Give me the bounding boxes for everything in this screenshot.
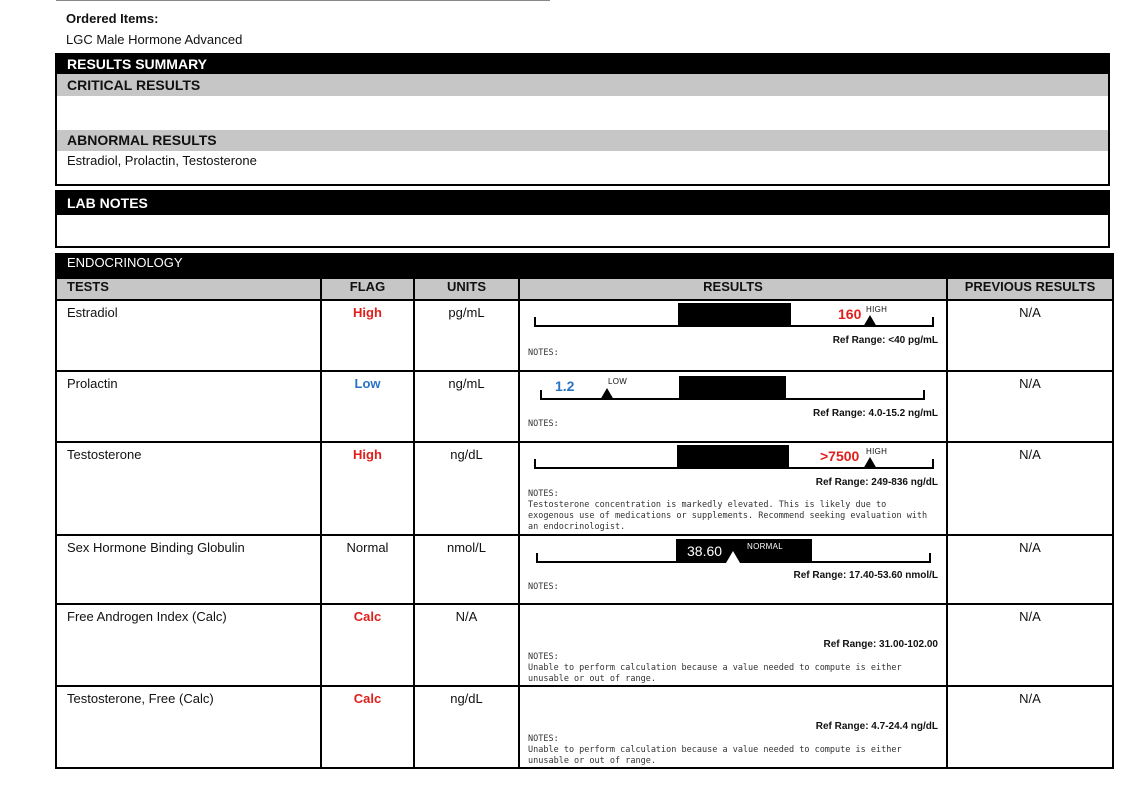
- abnormal-results-value: Estradiol, Prolactin, Testosterone: [67, 153, 257, 168]
- table-row: [56, 535, 1113, 604]
- reference-range-bar: [679, 376, 786, 400]
- result-cell: [519, 442, 947, 535]
- result-cell: [519, 371, 947, 442]
- test-name: Free Androgen Index (Calc): [56, 604, 321, 686]
- flag-value: High: [321, 442, 414, 535]
- test-name: Sex Hormone Binding Globulin: [56, 535, 321, 604]
- critical-results-label: CRITICAL RESULTS: [57, 74, 1108, 96]
- top-rule: [56, 0, 550, 1]
- result-flag-label: HIGH: [866, 447, 888, 456]
- previous-result: N/A: [947, 300, 1113, 371]
- reference-range-bar: [678, 303, 791, 327]
- flag-value: Low: [321, 371, 414, 442]
- value-marker: [600, 388, 614, 400]
- notes-text: Testosterone concentration is markedly elevated. This is likely due to exogenous use of medications or supplements. Recommend seeking evaluation with an endocrinologist.: [528, 500, 928, 532]
- result-cell: [519, 604, 947, 686]
- table-row: [56, 371, 1113, 442]
- result-cell: [519, 686, 947, 768]
- result-value: 38.60: [687, 543, 723, 559]
- reference-range: Ref Range: 31.00-102.00: [823, 639, 938, 650]
- notes-text: Unable to perform calculation because a value needed to compute is either unusable or out of range.: [528, 745, 902, 766]
- results-summary-title: RESULTS SUMMARY: [57, 55, 1108, 74]
- col-header-results: RESULTS: [519, 278, 947, 300]
- units-value: nmol/L: [414, 535, 519, 604]
- lab-notes-title: LAB NOTES: [57, 192, 1108, 215]
- reference-range-bar: [677, 445, 789, 469]
- results-summary-panel: [55, 53, 1110, 186]
- units-value: pg/mL: [414, 300, 519, 371]
- test-name: Testosterone, Free (Calc): [56, 686, 321, 768]
- reference-range: Ref Range: 4.7-24.4 ng/dL: [815, 721, 938, 732]
- flag-value: High: [321, 300, 414, 371]
- reference-range: Ref Range: 17.40-53.60 nmol/L: [793, 570, 938, 581]
- col-header-units: UNITS: [414, 278, 519, 300]
- previous-result: N/A: [947, 535, 1113, 604]
- flag-value: Calc: [321, 604, 414, 686]
- previous-result: N/A: [947, 604, 1113, 686]
- notes-label: NOTES:: [528, 582, 559, 592]
- col-header-previous: PREVIOUS RESULTS: [947, 278, 1113, 300]
- reference-range: Ref Range: 249-836 ng/dL: [815, 477, 938, 488]
- lab-notes-value: [57, 215, 1108, 246]
- table-row: [56, 300, 1113, 371]
- previous-result: N/A: [947, 371, 1113, 442]
- value-marker: [863, 315, 877, 327]
- endocrinology-title: ENDOCRINOLOGY: [56, 254, 1113, 278]
- ordered-items-value: LGC Male Hormone Advanced: [66, 32, 243, 47]
- units-value: N/A: [414, 604, 519, 686]
- result-cell: [519, 300, 947, 371]
- test-name: Estradiol: [56, 300, 321, 371]
- table-row: [56, 604, 1113, 686]
- critical-results-value: [57, 96, 1108, 130]
- flag-value: Normal: [321, 535, 414, 604]
- col-header-flag: FLAG: [321, 278, 414, 300]
- endocrinology-table: [55, 253, 1114, 769]
- ordered-items: [66, 8, 242, 50]
- notes-label: NOTES:: [528, 489, 559, 499]
- result-value: 1.2: [555, 378, 575, 394]
- result-flag-label: LOW: [608, 377, 628, 386]
- result-cell: [519, 535, 947, 604]
- units-value: ng/mL: [414, 371, 519, 442]
- result-scale: [540, 376, 925, 400]
- result-value: >7500: [820, 448, 860, 464]
- table-row: [56, 442, 1113, 535]
- result-value: 160: [838, 306, 862, 322]
- col-header-tests: TESTS: [56, 278, 321, 300]
- reference-range: Ref Range: 4.0-15.2 ng/mL: [812, 408, 938, 419]
- value-marker: [726, 551, 740, 563]
- reference-range: Ref Range: <40 pg/mL: [832, 335, 938, 346]
- test-name: Testosterone: [56, 442, 321, 535]
- previous-result: N/A: [947, 686, 1113, 768]
- test-name: Prolactin: [56, 371, 321, 442]
- notes-label: NOTES:: [528, 348, 559, 358]
- value-marker: [863, 457, 877, 469]
- notes-label: NOTES:: [528, 652, 559, 662]
- units-value: ng/dL: [414, 442, 519, 535]
- table-row: [56, 686, 1113, 768]
- abnormal-results-label: ABNORMAL RESULTS: [57, 130, 1108, 151]
- result-flag-label: NORMAL: [747, 542, 784, 551]
- notes-label: NOTES:: [528, 419, 559, 429]
- ordered-items-label: Ordered Items:: [66, 11, 159, 26]
- previous-result: N/A: [947, 442, 1113, 535]
- notes-label: NOTES:: [528, 734, 559, 744]
- flag-value: Calc: [321, 686, 414, 768]
- notes-text: Unable to perform calculation because a value needed to compute is either unusable or out of range.: [528, 663, 902, 684]
- lab-notes-panel: [55, 190, 1110, 248]
- units-value: ng/dL: [414, 686, 519, 768]
- result-flag-label: HIGH: [866, 305, 888, 314]
